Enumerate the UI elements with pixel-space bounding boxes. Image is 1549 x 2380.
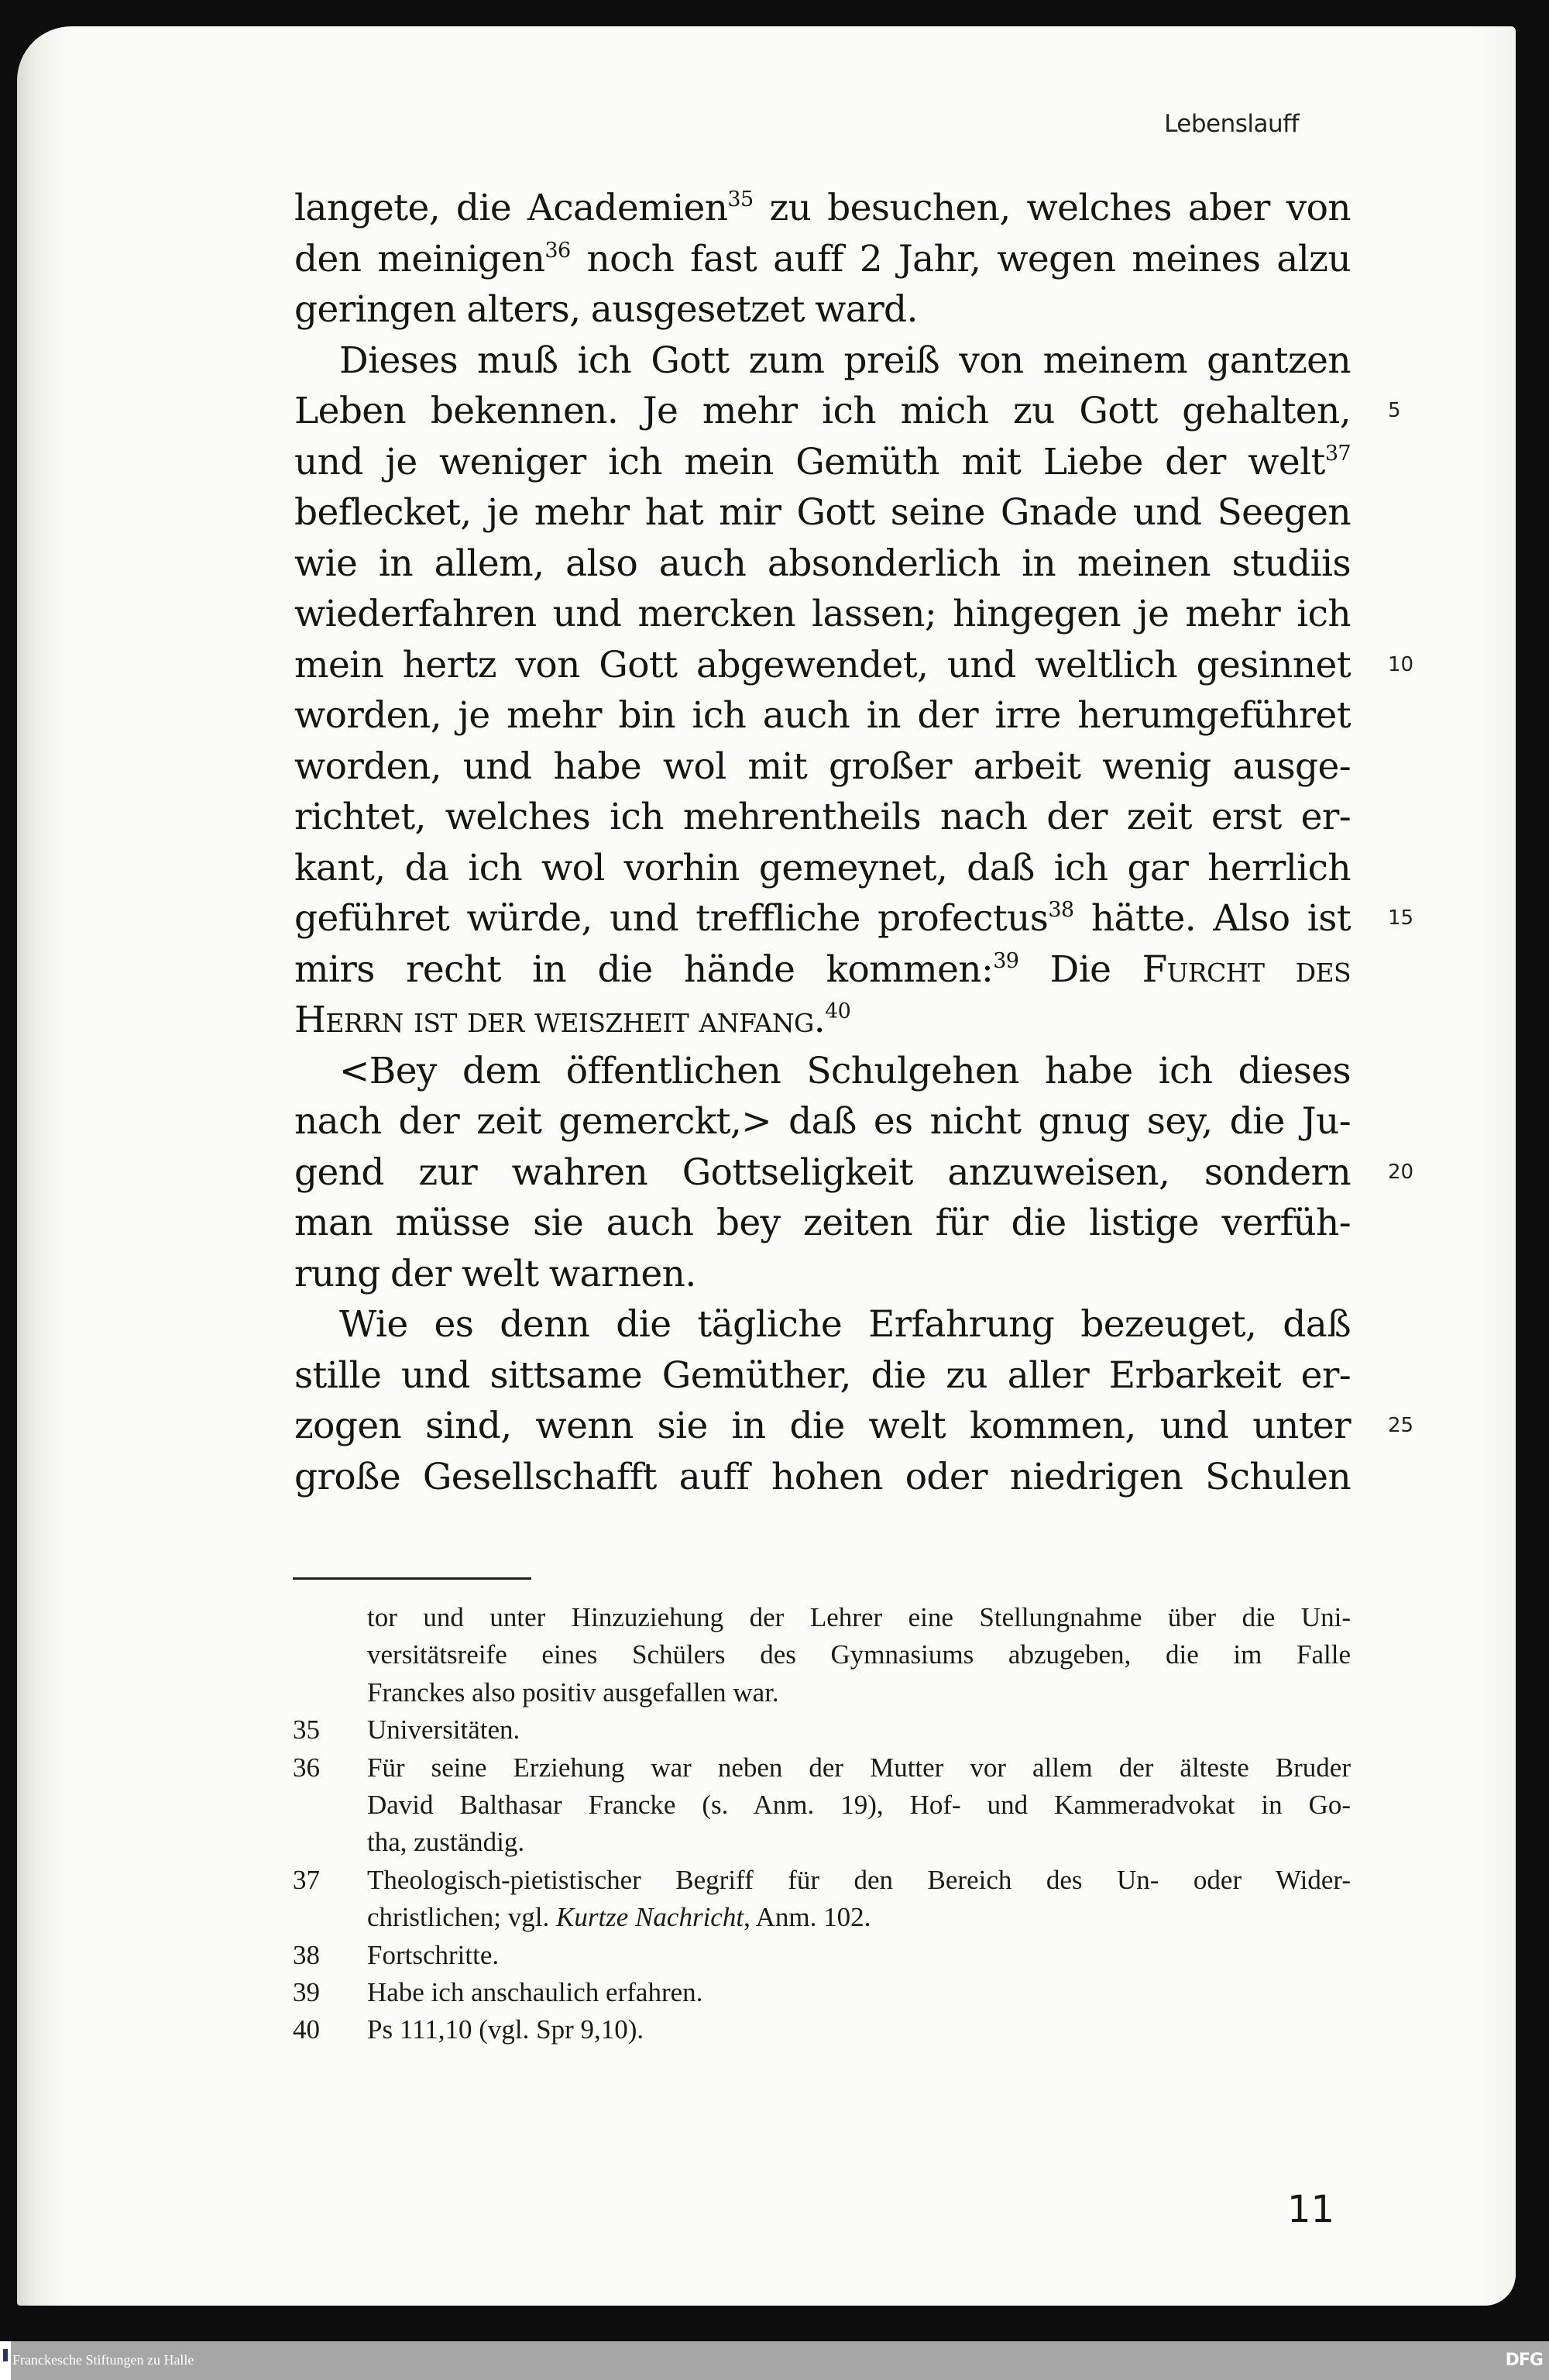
text-line xyxy=(294,589,1351,640)
text-line xyxy=(294,741,1351,793)
text-segment: <Bey dem öffentlichen Schulgehen habe ich dieses xyxy=(339,1049,1351,1092)
footnote-number xyxy=(293,1599,367,1711)
footnote-separator xyxy=(293,1577,531,1580)
text-line xyxy=(294,335,1351,387)
footnote xyxy=(293,1862,1351,1937)
text-segment: Für seine Erziehung war neben der Mutter vor allem der älteste Bruder xyxy=(367,1752,1351,1783)
footnote-ref: 39 xyxy=(993,948,1019,973)
text-segment: Ps 111,10 (vgl. Spr 9,10). xyxy=(367,2014,644,2045)
footnote-text xyxy=(367,1862,1351,1937)
footnote-line xyxy=(367,1899,1351,1936)
footnote-text xyxy=(367,1711,1351,1749)
footnote-line xyxy=(367,1862,1351,1899)
footnote xyxy=(293,2011,1351,2048)
institution-logo-icon xyxy=(0,2341,11,2380)
footnote-ref: 36 xyxy=(544,238,571,263)
footnote-line xyxy=(367,1937,1351,1974)
text-segment: man müsse sie auch bey zeiten für die listige verfüh- xyxy=(294,1202,1351,1244)
footnote-line xyxy=(367,1636,1351,1673)
text-segment: mein hertz von Gott abgewendet, und weltlich gesinnet xyxy=(294,643,1351,686)
footnote-ref: 40 xyxy=(825,999,851,1023)
text-segment: , Anm. 102. xyxy=(744,1902,871,1933)
text-line xyxy=(294,893,1414,944)
line-number: 15 xyxy=(1388,906,1414,930)
text-line xyxy=(294,995,1351,1046)
running-header: Lebenslauff xyxy=(1164,110,1299,138)
italic-title: Kurtze Nachricht xyxy=(555,1902,744,1933)
text-line xyxy=(294,437,1351,488)
footnote-ref: 38 xyxy=(1048,898,1074,922)
text-segment: Theologisch-pietistischer Begriff für den Bereich des Un- oder Wider- xyxy=(367,1864,1351,1895)
text-segment: noch fast auff 2 Jahr, wegen meines alzu xyxy=(570,237,1351,280)
text-segment: große Gesellschafft auff hohen oder niedrigen Schulen xyxy=(294,1455,1351,1498)
footnote xyxy=(293,1974,1351,2011)
footnote-line xyxy=(367,2011,1351,2048)
footnote-text xyxy=(367,1937,1351,1974)
text-line xyxy=(294,690,1351,741)
text-segment: kant, da ich wol vorhin gemeynet, daß ich gar herrlich xyxy=(294,846,1351,889)
text-segment: langete, die Academien xyxy=(294,187,728,229)
text-segment: Franckes also positiv ausgefallen war. xyxy=(367,1677,779,1708)
small-caps-text: Herrn ist der weiszheit anfang. xyxy=(294,999,826,1041)
line-number: 5 xyxy=(1388,399,1401,422)
footnote-line xyxy=(367,1974,1351,2011)
text-segment: Dieses muß ich Gott zum preiß von meinem gantzen xyxy=(339,339,1351,382)
line-number: 10 xyxy=(1388,652,1414,676)
footnote-text xyxy=(367,2011,1351,2048)
footnote-ref: 37 xyxy=(1324,441,1351,466)
text-line xyxy=(294,284,1351,335)
text-line xyxy=(294,183,1351,234)
text-line xyxy=(294,234,1351,285)
text-line xyxy=(294,1147,1414,1199)
text-segment: Leben bekennen. Je mehr ich mich zu Gott gehalten, xyxy=(294,390,1351,432)
page-number: 11 xyxy=(1287,2188,1335,2231)
footnote xyxy=(293,1711,1351,1749)
text-segment: worden, und habe wol mit großer arbeit wenig ausge- xyxy=(294,745,1351,788)
text-line xyxy=(294,1198,1351,1249)
footnote xyxy=(293,1749,1351,1862)
footnote-number: 37 xyxy=(293,1864,320,1895)
text-segment: stille und sittsame Gemüther, die zu aller Erbarkeit er- xyxy=(294,1353,1351,1397)
text-segment: den meinigen xyxy=(294,237,545,280)
footnote-line xyxy=(367,1787,1351,1824)
footnote xyxy=(293,1599,1351,1711)
institution-name: Franckesche Stiftungen zu Halle xyxy=(12,2352,194,2368)
text-segment: hätte. Also ist xyxy=(1073,897,1351,940)
footnote-line xyxy=(367,1824,1351,1861)
footnote-text xyxy=(367,1749,1351,1862)
text-segment: Die xyxy=(1018,948,1142,991)
book-page xyxy=(17,26,1516,2306)
footnote-ref: 35 xyxy=(727,187,754,212)
footnote-number: 35 xyxy=(293,1714,320,1745)
text-segment: worden, je mehr bin ich auch in der irre herumgeführet xyxy=(294,694,1351,737)
footnote-line xyxy=(367,1674,1351,1711)
text-segment: Universitäten. xyxy=(367,1714,520,1745)
main-text xyxy=(294,183,1414,1502)
text-segment: zu besuchen, welches aber von xyxy=(753,187,1351,229)
text-segment: geführet würde, und treffliche profectus xyxy=(294,897,1049,940)
text-line xyxy=(294,386,1401,437)
text-segment: zogen sind, wenn sie in die welt kommen, und unter xyxy=(294,1405,1351,1447)
text-line xyxy=(294,843,1351,894)
text-segment: christlichen; vgl. xyxy=(367,1902,556,1933)
text-line xyxy=(294,1350,1351,1402)
footer-bar xyxy=(0,2341,1549,2380)
text-segment: tha, zuständig. xyxy=(367,1827,525,1858)
small-caps-text: Furcht des xyxy=(1142,948,1351,991)
text-line xyxy=(294,538,1351,590)
text-segment: Fortschritte. xyxy=(367,1939,500,1970)
text-segment: David Balthasar Francke (s. Anm. 19), Hof- und Kammeradvokat in Go- xyxy=(367,1789,1351,1820)
text-segment: gend zur wahren Gottseligkeit anzuweisen, sondern xyxy=(294,1150,1351,1194)
dfg-logo: DFG xyxy=(1505,2351,1543,2370)
line-number: 25 xyxy=(1388,1414,1414,1437)
text-line xyxy=(294,1249,1351,1300)
line-number: 20 xyxy=(1388,1160,1414,1184)
text-line xyxy=(294,1046,1351,1097)
footnotes xyxy=(293,1599,1351,2049)
text-line xyxy=(294,1452,1351,1503)
text-line xyxy=(294,1096,1351,1147)
footnote xyxy=(293,1937,1351,1974)
text-segment: versitätsreife eines Schülers des Gymnasiums abzugeben, die im Falle xyxy=(367,1639,1351,1670)
text-segment: nach der zeit gemerckt,> daß es nicht gnug sey, die Ju- xyxy=(294,1100,1351,1143)
text-line xyxy=(294,1401,1414,1452)
text-segment: und je weniger ich mein Gemüth mit Liebe der welt xyxy=(294,440,1325,483)
text-segment: richtet, welches ich mehrentheils nach der zeit erst er- xyxy=(294,796,1351,838)
footnote-line xyxy=(367,1711,1351,1749)
footnote-number: 38 xyxy=(293,1939,320,1970)
text-line xyxy=(294,1299,1351,1350)
footnote-text xyxy=(367,1974,1351,2011)
text-segment: rung der welt warnen. xyxy=(294,1252,696,1295)
text-segment: geringen alters, ausgesetzet ward. xyxy=(294,288,918,331)
footnote-number: 40 xyxy=(293,2014,320,2045)
footnote-text xyxy=(367,1599,1351,1711)
text-segment: beflecket, je mehr hat mir Gott seine Gnade und Seegen xyxy=(294,491,1351,534)
text-segment: Wie es denn die tägliche Erfahrung bezeuget, daß xyxy=(339,1303,1351,1346)
text-segment: wiederfahren und mercken lassen; hingegen je mehr ich xyxy=(294,593,1351,635)
text-segment: Habe ich anschaulich erfahren. xyxy=(367,1976,703,2007)
footnote-line xyxy=(367,1599,1351,1636)
text-segment: wie in allem, also auch absonderlich in meinen studiis xyxy=(294,542,1351,585)
text-segment: tor und unter Hinzuziehung der Lehrer eine Stellungnahme über die Uni- xyxy=(367,1602,1351,1632)
text-line xyxy=(294,944,1351,996)
footnote-line xyxy=(367,1749,1351,1787)
text-line xyxy=(294,640,1414,691)
text-line xyxy=(294,487,1351,538)
footnote-number: 39 xyxy=(293,1976,320,2007)
text-segment: mirs recht in die hände kommen: xyxy=(294,948,994,991)
text-line xyxy=(294,792,1351,843)
footnote-number: 36 xyxy=(293,1752,320,1783)
